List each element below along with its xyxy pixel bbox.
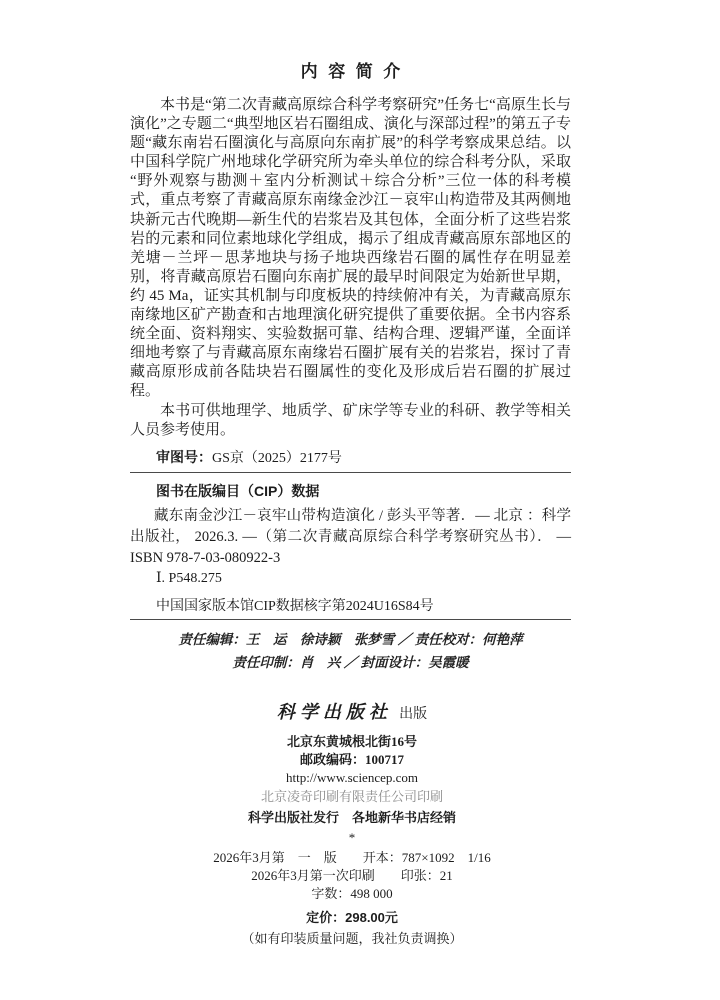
intro-section <box>130 96 571 440</box>
cip-entry: 藏东南金沙江－哀牢山带构造演化 / 彭头平等著．— 北京 ：科学出版社， 2026.3. —（第二次青藏高原综合科学考察研究丛书）． — ISBN 978-7-03-080922-3 <box>130 508 571 566</box>
publisher-name: 科学出版社 <box>276 702 392 722</box>
cip-entry-block <box>130 506 571 569</box>
intro-paragraph-2: 本书可供地理学、地质学、矿床学等专业的科研、教学等相关人员参考使用。 <box>130 402 571 438</box>
publisher-address: 北京东黄城根北街16号 <box>286 734 417 749</box>
intro-paragraph-1: 本书是“第二次青藏高原综合科学考察研究”任务七“高原生长与演化”之专题二“典型地区岩石圈组成、演化与深部过程”的第五子专题“藏东南岩石圈演化与高原向东南扩展”的科学考察成果总结。以中国科学院广州地球化学研究所为牵头单位的综合科考分队，采取“野外观察与勘测＋室内分析测试＋综合分析”三位一体的科考模式，重点考察了青藏高原东南缘金沙江－哀牢山构造带及其两侧地块新元古代晚期—新生代的岩浆岩及其包体，全面分析了这些岩浆岩的元素和同位素地球化学组成，揭示了组成青藏高原东部地区的羌塘－兰坪－思茅地块与扬子地块西缘岩石圈的属性存在明显差别，将青藏高原岩石圈向东南扩展的最早时间限定为始新世早期，约 45 Ma，证实其机制与印度板块的持续俯冲有关，为青藏高原东南缘地区矿产勘查和古地理演化研究提供了重要依据。全书内容系统全面、资料翔实、实验数据可靠、结构合理、逻辑严谨，全面详细地考察了与青藏高原东南缘岩石圈扩展有关的岩浆岩，探讨了青藏高原形成前各陆块岩石圈属性的变化及形成后岩石圈的扩展过程。 <box>130 97 571 400</box>
publisher-suffix: 出版 <box>399 707 428 722</box>
map-approval-line <box>130 447 571 467</box>
printer-line: 北京凌奇印刷有限责任公司印刷 <box>260 789 443 804</box>
edition-line-1: 2026年3月第 一 版 开本：787×1092 1/16 <box>213 850 491 865</box>
divider <box>130 472 571 473</box>
staff-line-editors: 责任编辑：王 运 徐诗颖 张梦雪 ／ 责任校对：何艳萍 <box>178 632 523 647</box>
price-line <box>0 909 704 927</box>
imprint-block <box>0 703 704 948</box>
price-label: 定价： <box>306 910 346 925</box>
staff-credits <box>130 629 571 674</box>
cip-record-number: 中国国家版本馆CIP数据核字第2024U16S84号 <box>156 599 434 614</box>
page-title: 内容简介 <box>300 62 411 81</box>
map-approval-value: GS京（2025）2177号 <box>212 451 342 466</box>
staff-line-printing-design: 责任印制：肖 兴 ／ 封面设计：吴霞暖 <box>232 654 469 670</box>
distribution-line: 科学出版社发行 各地新华书店经销 <box>247 810 456 825</box>
map-approval-label: 审图号： <box>156 449 212 465</box>
price-value: 298.00元 <box>345 910 398 925</box>
separator-star: * <box>348 830 356 845</box>
publisher-line <box>0 703 704 724</box>
divider <box>130 619 571 620</box>
publisher-postcode: 邮政编码：100717 <box>299 752 404 767</box>
quality-notice: （如有印装质量问题，我社负责调换） <box>241 931 463 946</box>
edition-line-2: 2026年3月第一次印刷 印张：21 <box>251 868 453 883</box>
word-count-line: 字数：498 000 <box>311 886 393 901</box>
cip-classification: Ⅰ. P548.275 <box>156 571 222 586</box>
publisher-website: http://www.sciencep.com <box>285 770 418 785</box>
cip-heading: 图书在版编目（CIP）数据 <box>156 483 320 499</box>
